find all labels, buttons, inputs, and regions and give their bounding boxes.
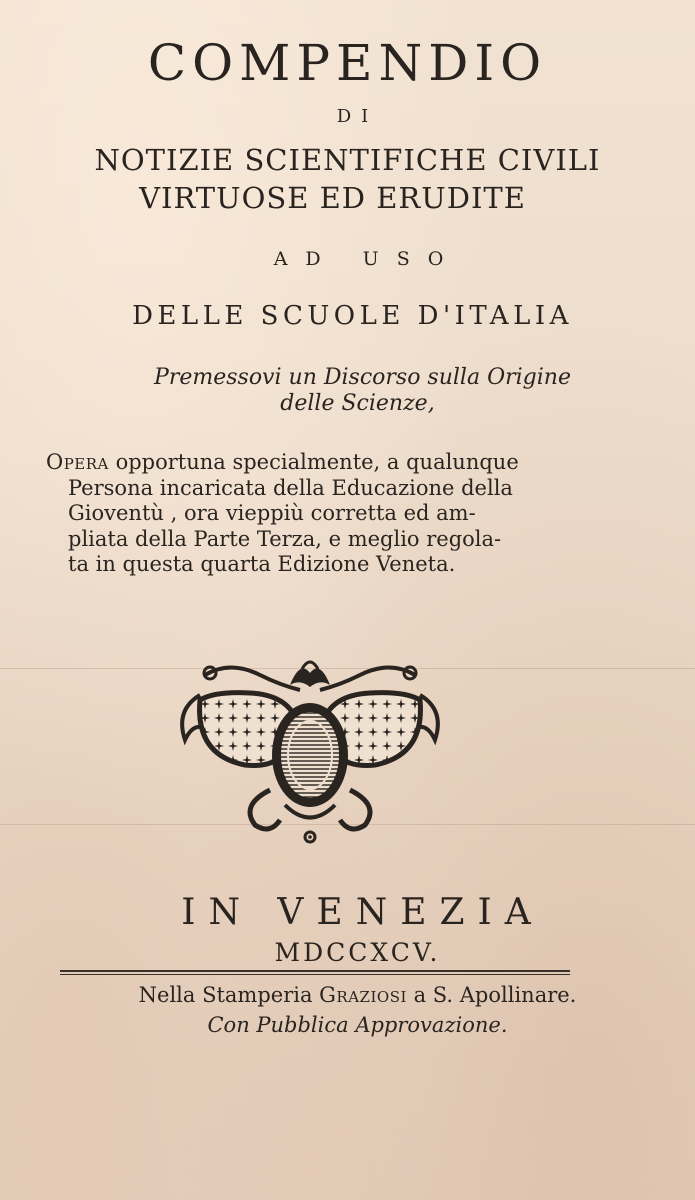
subtitle-line-2: VIRTUOSE ED ERUDITE: [139, 181, 526, 215]
approval-line: Con Pubblica Approvazione.: [207, 1013, 508, 1037]
opera-line: [46, 450, 666, 476]
opera-line-text: ta in questa quarta Edizione Veneta.: [68, 552, 456, 576]
imprint-place: IN VENEZIA: [181, 892, 544, 933]
printer-name: Graziosi: [319, 983, 407, 1007]
imprint-rule-thin: [60, 974, 570, 975]
printer-suffix: a S. Apollinare.: [406, 983, 577, 1007]
opera-lead-word: Opera: [46, 450, 109, 474]
opera-line: [68, 527, 666, 553]
opera-line: [68, 476, 666, 502]
opera-line-text: Gioventù , ora vieppiù corretta ed am-: [68, 501, 476, 525]
printers-ornament-icon: [170, 655, 450, 850]
imprint-year: MDCCXCV.: [274, 938, 441, 967]
ad-uso-line: AD USO: [273, 248, 462, 270]
subtitle-line-1: NOTIZIE SCIENTIFICHE CIVILI: [94, 143, 601, 177]
opera-line-text: pliata della Parte Terza, e meglio regola-: [68, 526, 502, 551]
title-connector: DI: [336, 106, 379, 127]
scuole-line: DELLE SCUOLE D'ITALIA: [132, 301, 573, 331]
opera-line-text: opportuna specialmente, a qualunque: [108, 450, 519, 474]
printer-line: [0, 985, 695, 1006]
book-title: COMPENDIO: [147, 34, 548, 92]
opera-line: [68, 552, 666, 578]
premessovi-line-1: Premessovi un Discorso sulla Origine: [154, 365, 571, 390]
printer-prefix: Nella Stamperia: [138, 983, 320, 1007]
premessovi-line-2: delle Scienze,: [280, 391, 435, 416]
opera-description: [46, 450, 666, 578]
imprint-rule: [60, 970, 570, 972]
opera-line: [68, 501, 666, 527]
opera-line-text: Persona incaricata della Educazione della: [68, 475, 513, 500]
